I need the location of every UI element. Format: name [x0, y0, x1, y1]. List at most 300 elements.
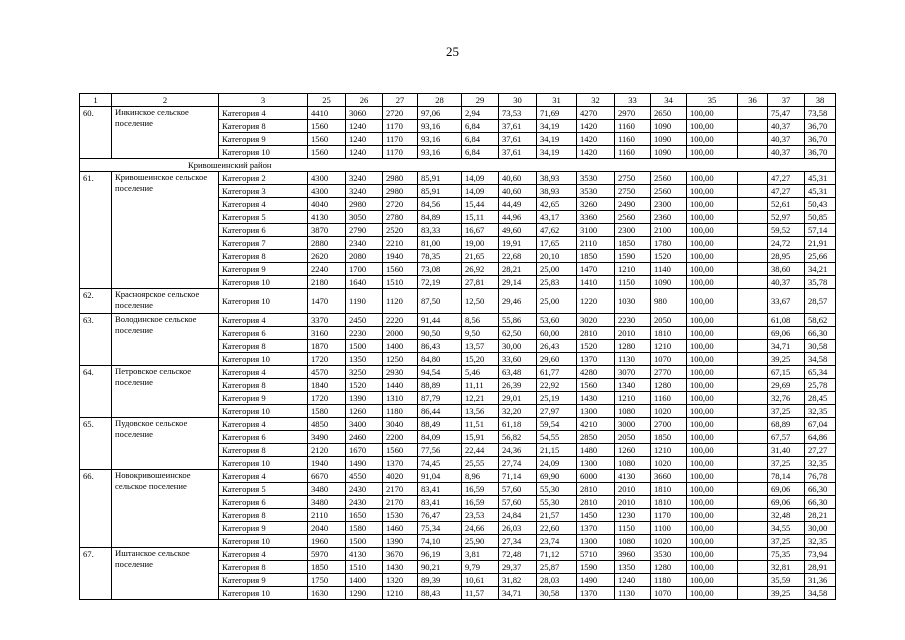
value-cell — [738, 353, 768, 366]
value-cell: 6,84 — [462, 120, 499, 133]
header-cell: 2 — [112, 94, 219, 107]
category-cell: Категория 3 — [219, 185, 308, 198]
value-cell: 2010 — [615, 327, 651, 340]
table-row — [80, 470, 836, 483]
value-cell: 39,25 — [768, 587, 805, 600]
value-cell: 1280 — [651, 379, 687, 392]
value-cell: 32,35 — [805, 405, 836, 418]
value-cell: 2170 — [383, 496, 418, 509]
value-cell: 53,60 — [537, 314, 577, 327]
settlement-name: Инкинское сельское поселение — [112, 107, 219, 159]
value-cell: 9,50 — [462, 327, 499, 340]
value-cell: 71,69 — [537, 107, 577, 120]
value-cell: 4270 — [577, 107, 615, 120]
header-cell: 30 — [499, 94, 537, 107]
value-cell: 55,30 — [537, 496, 577, 509]
value-cell: 83,41 — [418, 483, 462, 496]
value-cell: 62,50 — [499, 327, 537, 340]
value-cell: 1210 — [615, 263, 651, 276]
value-cell: 3060 — [346, 107, 383, 120]
header-cell: 38 — [805, 94, 836, 107]
value-cell: 1070 — [651, 353, 687, 366]
value-cell: 14,09 — [462, 172, 499, 185]
value-cell: 25,66 — [805, 250, 836, 263]
value-cell: 100,00 — [687, 172, 738, 185]
value-cell: 91,04 — [418, 470, 462, 483]
value-cell: 3240 — [346, 172, 383, 185]
value-cell: 1260 — [346, 405, 383, 418]
value-cell: 37,61 — [499, 120, 537, 133]
value-cell — [738, 146, 768, 159]
category-cell: Категория 8 — [219, 509, 308, 522]
value-cell: 83,41 — [418, 496, 462, 509]
table-row — [80, 548, 836, 561]
value-cell: 4410 — [308, 107, 346, 120]
value-cell: 1480 — [577, 444, 615, 457]
value-cell: 1400 — [346, 574, 383, 587]
value-cell: 1850 — [651, 431, 687, 444]
value-cell: 2930 — [383, 366, 418, 379]
value-cell: 93,16 — [418, 133, 462, 146]
value-cell: 28,21 — [805, 509, 836, 522]
value-cell: 1090 — [651, 133, 687, 146]
value-cell: 20,10 — [537, 250, 577, 263]
value-cell: 24,09 — [537, 457, 577, 470]
value-cell: 3960 — [615, 548, 651, 561]
value-cell: 36,70 — [805, 146, 836, 159]
category-cell: Категория 8 — [219, 561, 308, 574]
value-cell: 40,37 — [768, 120, 805, 133]
value-cell — [738, 314, 768, 327]
value-cell: 2750 — [615, 172, 651, 185]
value-cell: 1940 — [308, 457, 346, 470]
value-cell: 61,18 — [499, 418, 537, 431]
value-cell: 100,00 — [687, 392, 738, 405]
value-cell: 25,00 — [537, 263, 577, 276]
value-cell: 100,00 — [687, 237, 738, 250]
category-cell: Категория 9 — [219, 392, 308, 405]
value-cell: 1160 — [615, 146, 651, 159]
value-cell: 88,89 — [418, 379, 462, 392]
value-cell: 1560 — [308, 120, 346, 133]
value-cell: 88,49 — [418, 418, 462, 431]
value-cell: 78,35 — [418, 250, 462, 263]
value-cell: 100,00 — [687, 535, 738, 548]
value-cell: 69,06 — [768, 327, 805, 340]
value-cell — [738, 561, 768, 574]
value-cell: 25,19 — [537, 392, 577, 405]
value-cell: 1130 — [615, 353, 651, 366]
value-cell: 1260 — [615, 444, 651, 457]
value-cell: 2980 — [346, 198, 383, 211]
table-row — [80, 366, 836, 379]
value-cell: 9,79 — [462, 561, 499, 574]
value-cell: 1960 — [308, 535, 346, 548]
category-cell: Категория 4 — [219, 314, 308, 327]
value-cell: 38,93 — [537, 185, 577, 198]
value-cell: 86,44 — [418, 405, 462, 418]
header-cell: 25 — [308, 94, 346, 107]
value-cell — [738, 444, 768, 457]
value-cell: 1630 — [308, 587, 346, 600]
category-cell: Категория 10 — [219, 276, 308, 289]
value-cell: 77,56 — [418, 444, 462, 457]
value-cell: 22,92 — [537, 379, 577, 392]
header-cell: 1 — [80, 94, 112, 107]
row-index: 67. — [80, 548, 112, 600]
value-cell: 1470 — [577, 263, 615, 276]
value-cell: 1870 — [308, 340, 346, 353]
value-cell: 30,00 — [805, 522, 836, 535]
value-cell: 2300 — [651, 198, 687, 211]
value-cell: 84,56 — [418, 198, 462, 211]
value-cell: 1300 — [577, 535, 615, 548]
value-cell: 89,39 — [418, 574, 462, 587]
value-cell: 1160 — [615, 133, 651, 146]
value-cell: 2790 — [346, 224, 383, 237]
value-cell: 35,59 — [768, 574, 805, 587]
value-cell: 81,00 — [418, 237, 462, 250]
value-cell: 2050 — [651, 314, 687, 327]
value-cell: 1120 — [383, 289, 418, 314]
value-cell: 75,47 — [768, 107, 805, 120]
value-cell: 1850 — [308, 561, 346, 574]
value-cell: 26,43 — [537, 340, 577, 353]
category-cell: Категория 4 — [219, 418, 308, 431]
value-cell: 2170 — [383, 483, 418, 496]
value-cell: 3240 — [346, 185, 383, 198]
value-cell: 2460 — [346, 431, 383, 444]
value-cell: 84,89 — [418, 211, 462, 224]
value-cell: 100,00 — [687, 444, 738, 457]
value-cell: 8,56 — [462, 314, 499, 327]
value-cell: 1580 — [346, 522, 383, 535]
value-cell: 2340 — [346, 237, 383, 250]
value-cell: 73,53 — [499, 107, 537, 120]
value-cell: 11,11 — [462, 379, 499, 392]
value-cell: 2810 — [577, 483, 615, 496]
value-cell: 66,30 — [805, 483, 836, 496]
value-cell: 100,00 — [687, 470, 738, 483]
value-cell: 24,66 — [462, 522, 499, 535]
value-cell: 96,19 — [418, 548, 462, 561]
value-cell: 2360 — [651, 211, 687, 224]
value-cell — [738, 224, 768, 237]
value-cell: 100,00 — [687, 587, 738, 600]
value-cell: 1070 — [651, 587, 687, 600]
value-cell: 67,15 — [768, 366, 805, 379]
value-cell: 43,17 — [537, 211, 577, 224]
value-cell: 100,00 — [687, 146, 738, 159]
value-cell: 2810 — [577, 327, 615, 340]
value-cell: 25,00 — [537, 289, 577, 314]
value-cell: 34,19 — [537, 146, 577, 159]
settlement-name: Новокривошеинское сельское поселение — [112, 470, 219, 548]
value-cell: 1500 — [346, 535, 383, 548]
value-cell: 2120 — [308, 444, 346, 457]
header-cell: 28 — [418, 94, 462, 107]
value-cell: 28,21 — [499, 263, 537, 276]
value-cell: 28,95 — [768, 250, 805, 263]
value-cell: 1720 — [308, 392, 346, 405]
value-cell: 25,90 — [462, 535, 499, 548]
value-cell: 2720 — [383, 198, 418, 211]
value-cell: 1020 — [651, 535, 687, 548]
value-cell: 32,76 — [768, 392, 805, 405]
value-cell: 39,25 — [768, 353, 805, 366]
value-cell: 23,74 — [537, 535, 577, 548]
value-cell: 100,00 — [687, 457, 738, 470]
value-cell: 84,09 — [418, 431, 462, 444]
row-index: 64. — [80, 366, 112, 418]
value-cell: 1500 — [346, 340, 383, 353]
value-cell: 40,37 — [768, 146, 805, 159]
value-cell: 30,00 — [499, 340, 537, 353]
value-cell: 13,56 — [462, 405, 499, 418]
district-row — [80, 159, 836, 172]
value-cell: 2300 — [615, 224, 651, 237]
value-cell: 76,47 — [418, 509, 462, 522]
value-cell: 37,61 — [499, 146, 537, 159]
value-cell — [738, 405, 768, 418]
value-cell: 4300 — [308, 172, 346, 185]
value-cell: 75,35 — [768, 548, 805, 561]
value-cell: 1750 — [308, 574, 346, 587]
table-row — [80, 314, 836, 327]
value-cell: 59,54 — [537, 418, 577, 431]
value-cell: 1080 — [615, 405, 651, 418]
value-cell: 1450 — [577, 509, 615, 522]
value-cell: 26,92 — [462, 263, 499, 276]
value-cell: 1410 — [577, 276, 615, 289]
value-cell: 71,12 — [537, 548, 577, 561]
value-cell: 34,19 — [537, 120, 577, 133]
value-cell: 1670 — [346, 444, 383, 457]
value-cell: 1150 — [615, 522, 651, 535]
value-cell: 35,78 — [805, 276, 836, 289]
value-cell: 63,48 — [499, 366, 537, 379]
value-cell — [738, 133, 768, 146]
value-cell: 90,50 — [418, 327, 462, 340]
value-cell: 34,19 — [537, 133, 577, 146]
value-cell: 100,00 — [687, 250, 738, 263]
value-cell: 2780 — [383, 211, 418, 224]
value-cell: 1090 — [651, 146, 687, 159]
value-cell: 71,14 — [499, 470, 537, 483]
value-cell: 6,84 — [462, 133, 499, 146]
value-cell: 1170 — [383, 133, 418, 146]
value-cell: 27,97 — [537, 405, 577, 418]
value-cell: 50,43 — [805, 198, 836, 211]
value-cell: 1020 — [651, 405, 687, 418]
value-cell: 32,35 — [805, 535, 836, 548]
value-cell: 44,96 — [499, 211, 537, 224]
category-cell: Категория 10 — [219, 289, 308, 314]
value-cell: 1650 — [346, 509, 383, 522]
value-cell — [738, 172, 768, 185]
value-cell: 1240 — [346, 133, 383, 146]
value-cell: 2200 — [383, 431, 418, 444]
value-cell: 93,16 — [418, 120, 462, 133]
category-cell: Категория 4 — [219, 548, 308, 561]
value-cell: 2750 — [615, 185, 651, 198]
value-cell: 57,14 — [805, 224, 836, 237]
value-cell: 1020 — [651, 457, 687, 470]
value-cell: 34,71 — [768, 340, 805, 353]
value-cell: 40,37 — [768, 276, 805, 289]
value-cell: 2210 — [383, 237, 418, 250]
header-cell: 34 — [651, 94, 687, 107]
value-cell: 57,60 — [499, 496, 537, 509]
value-cell: 38,60 — [768, 263, 805, 276]
value-cell: 100,00 — [687, 509, 738, 522]
value-cell: 64,86 — [805, 431, 836, 444]
value-cell: 1300 — [577, 405, 615, 418]
value-cell: 1310 — [383, 392, 418, 405]
value-cell: 1430 — [577, 392, 615, 405]
page-number: 25 — [446, 44, 459, 59]
value-cell: 57,60 — [499, 483, 537, 496]
value-cell: 2490 — [615, 198, 651, 211]
value-cell: 1560 — [383, 263, 418, 276]
value-cell: 67,57 — [768, 431, 805, 444]
value-cell: 25,87 — [537, 561, 577, 574]
value-cell: 100,00 — [687, 185, 738, 198]
value-cell: 1030 — [615, 289, 651, 314]
value-cell: 100,00 — [687, 198, 738, 211]
value-cell: 2880 — [308, 237, 346, 250]
settlement-name: Пудовское сельское поселение — [112, 418, 219, 470]
value-cell — [738, 276, 768, 289]
value-cell: 6,84 — [462, 146, 499, 159]
value-cell: 1590 — [615, 250, 651, 263]
value-cell: 14,09 — [462, 185, 499, 198]
value-cell: 29,46 — [499, 289, 537, 314]
value-cell: 3,81 — [462, 548, 499, 561]
value-cell: 73,94 — [805, 548, 836, 561]
value-cell: 40,60 — [499, 172, 537, 185]
value-cell: 45,31 — [805, 185, 836, 198]
value-cell: 5710 — [577, 548, 615, 561]
value-cell: 1560 — [577, 379, 615, 392]
value-cell: 1090 — [651, 120, 687, 133]
value-cell: 1210 — [615, 392, 651, 405]
value-cell: 11,57 — [462, 587, 499, 600]
category-cell: Категория 10 — [219, 405, 308, 418]
value-cell: 56,82 — [499, 431, 537, 444]
value-cell: 47,62 — [537, 224, 577, 237]
value-cell: 2850 — [577, 431, 615, 444]
value-cell — [738, 107, 768, 120]
value-cell: 2,94 — [462, 107, 499, 120]
value-cell: 1180 — [383, 405, 418, 418]
value-cell: 100,00 — [687, 561, 738, 574]
settlement-name: Красноярское сельское поселение — [112, 289, 219, 314]
value-cell: 2430 — [346, 483, 383, 496]
value-cell: 29,60 — [537, 353, 577, 366]
header-cell: 27 — [383, 94, 418, 107]
value-cell: 1100 — [651, 522, 687, 535]
value-cell: 3160 — [308, 327, 346, 340]
value-cell: 1140 — [651, 263, 687, 276]
value-cell: 24,36 — [499, 444, 537, 457]
header-cell: 32 — [577, 94, 615, 107]
value-cell: 100,00 — [687, 366, 738, 379]
category-cell: Категория 6 — [219, 224, 308, 237]
value-cell: 1190 — [346, 289, 383, 314]
value-cell: 6000 — [577, 470, 615, 483]
value-cell: 32,35 — [805, 457, 836, 470]
value-cell: 1240 — [615, 574, 651, 587]
value-cell: 15,11 — [462, 211, 499, 224]
value-cell: 1560 — [383, 444, 418, 457]
value-cell: 1420 — [577, 120, 615, 133]
value-cell: 3050 — [346, 211, 383, 224]
value-cell: 1350 — [615, 561, 651, 574]
value-cell — [738, 379, 768, 392]
value-cell: 28,03 — [537, 574, 577, 587]
value-cell: 23,53 — [462, 509, 499, 522]
value-cell: 2180 — [308, 276, 346, 289]
category-cell: Категория 6 — [219, 327, 308, 340]
value-cell: 1560 — [308, 133, 346, 146]
value-cell: 1510 — [383, 276, 418, 289]
value-cell: 16,59 — [462, 496, 499, 509]
value-cell: 1580 — [308, 405, 346, 418]
value-cell: 24,84 — [499, 509, 537, 522]
value-cell: 26,39 — [499, 379, 537, 392]
settlement-name: Володинское сельское поселение — [112, 314, 219, 366]
value-cell: 100,00 — [687, 289, 738, 314]
value-cell: 73,08 — [418, 263, 462, 276]
value-cell: 34,58 — [805, 353, 836, 366]
value-cell: 100,00 — [687, 211, 738, 224]
value-cell: 1350 — [346, 353, 383, 366]
value-cell: 2100 — [651, 224, 687, 237]
value-cell: 1390 — [346, 392, 383, 405]
value-cell — [738, 366, 768, 379]
category-cell: Категория 2 — [219, 172, 308, 185]
value-cell: 32,81 — [768, 561, 805, 574]
value-cell: 2980 — [383, 185, 418, 198]
value-cell: 27,34 — [499, 535, 537, 548]
settlement-name: Петровское сельское поселение — [112, 366, 219, 418]
value-cell: 91,44 — [418, 314, 462, 327]
value-cell: 17,65 — [537, 237, 577, 250]
value-cell: 19,00 — [462, 237, 499, 250]
value-cell: 3040 — [383, 418, 418, 431]
category-cell: Категория 6 — [219, 431, 308, 444]
value-cell: 3480 — [308, 496, 346, 509]
value-cell: 3370 — [308, 314, 346, 327]
value-cell: 88,43 — [418, 587, 462, 600]
value-cell: 12,21 — [462, 392, 499, 405]
value-cell: 100,00 — [687, 314, 738, 327]
category-cell: Категория 5 — [219, 483, 308, 496]
value-cell: 33,67 — [768, 289, 805, 314]
value-cell: 72,19 — [418, 276, 462, 289]
value-cell: 3250 — [346, 366, 383, 379]
value-cell: 69,90 — [537, 470, 577, 483]
category-cell: Категория 10 — [219, 146, 308, 159]
value-cell: 1290 — [346, 587, 383, 600]
value-cell: 42,65 — [537, 198, 577, 211]
value-cell: 36,70 — [805, 120, 836, 133]
value-cell: 1220 — [577, 289, 615, 314]
category-cell: Категория 9 — [219, 522, 308, 535]
value-cell: 100,00 — [687, 496, 738, 509]
value-cell: 15,91 — [462, 431, 499, 444]
